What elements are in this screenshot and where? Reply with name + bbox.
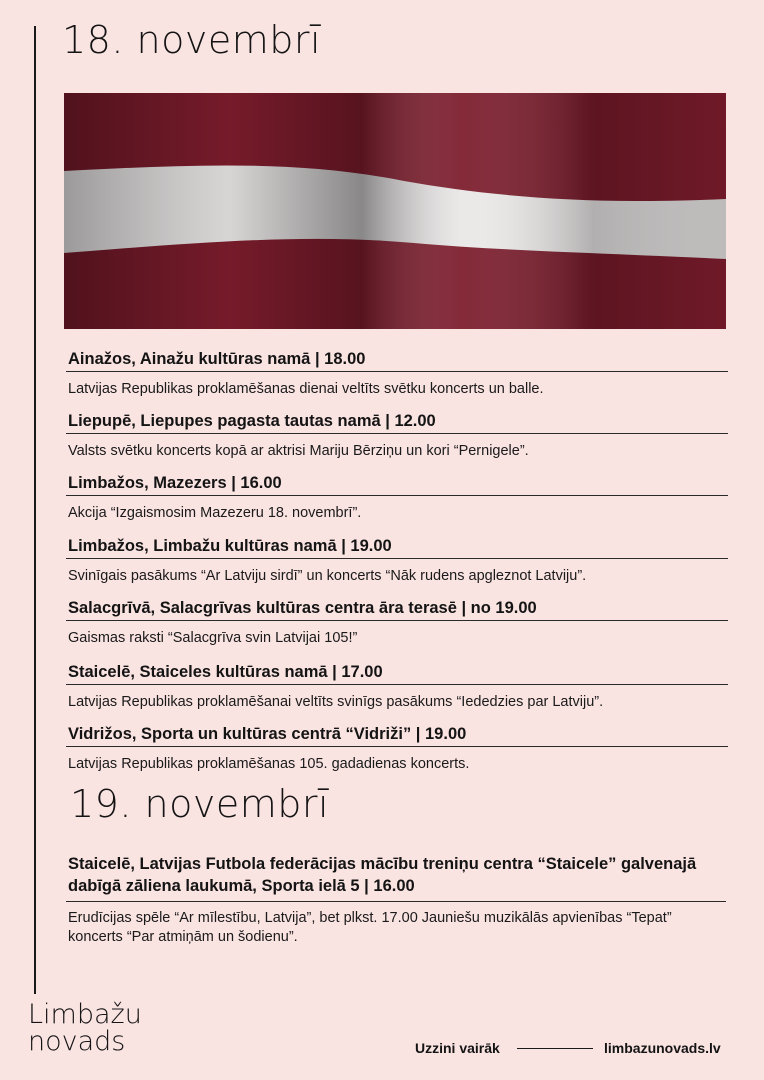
event-limbazi-mazezers (66, 474, 728, 521)
event-title: Staicelē, Latvijas Futbola federācijas mācību treniņu centra “Staicele” galvenajā dabīgā zāliena laukumā, Sporta ielā 5 | 16.00 (66, 853, 726, 902)
logo-line-2: novads (28, 1026, 126, 1057)
event-limbazi-kulturas-nams (66, 537, 728, 584)
event-liepupe (66, 412, 728, 459)
limbazu-novads-logo (28, 1001, 142, 1055)
event-staicele-futbols (66, 853, 726, 947)
event-title: Salacgrīvā, Salacgrīvas kultūras centra āra terasē | no 19.00 (66, 599, 728, 621)
event-salacgriva (66, 599, 728, 646)
event-desc: Svinīgais pasākums “Ar Latviju sirdī” un koncerts “Nāk rudens apgleznot Latviju”. (68, 568, 587, 584)
footer-cta: Uzzini vairāk (415, 1040, 500, 1056)
event-desc: Latvijas Republikas proklamēšanas dienai veltīts svētku koncerts un balle. (68, 381, 544, 397)
event-desc: Gaismas raksti “Salacgrīva svin Latvijai 105!” (68, 630, 358, 646)
event-title: Limbažos, Limbažu kultūras namā | 19.00 (66, 537, 728, 559)
event-title: Staicelē, Staiceles kultūras namā | 17.00 (66, 663, 728, 685)
website-link[interactable]: limbazunovads.lv (604, 1040, 721, 1056)
logo-line-1: Limbažu (28, 999, 142, 1030)
date-heading-nov-19: 19. novembrī (70, 782, 330, 826)
date-heading-nov-18: 18. novembrī (62, 18, 322, 62)
event-desc: Valsts svētku koncerts kopā ar aktrisi Mariju Bērziņu un kori “Pernigele”. (68, 443, 529, 459)
event-ainazi (66, 350, 728, 397)
event-title: Vidrižos, Sporta un kultūras centrā “Vidriži” | 19.00 (66, 725, 728, 747)
latvian-flag-image (64, 93, 726, 329)
event-desc: Latvijas Republikas proklamēšanas 105. gadadienas koncerts. (68, 756, 470, 772)
event-title: Liepupē, Liepupes pagasta tautas namā | 12.00 (66, 412, 728, 434)
vertical-rule (34, 26, 36, 994)
event-title: Limbažos, Mazezers | 16.00 (66, 474, 728, 496)
event-title: Ainažos, Ainažu kultūras namā | 18.00 (66, 350, 728, 372)
event-desc: Latvijas Republikas proklamēšanai veltīts svinīgs pasākums “Iededzies par Latviju”. (68, 694, 604, 710)
event-desc: Akcija “Izgaismosim Mazezeru 18. novembrī”. (68, 505, 362, 521)
footer-divider (517, 1048, 593, 1049)
event-desc: Erudīcijas spēle “Ar mīlestību, Latvija”, bet plkst. 17.00 Jauniešu muzikālās apvienības “Tepat” koncerts “Par atmiņām un šodienu”. (68, 910, 672, 945)
event-vidrizi (66, 725, 728, 772)
event-staicele (66, 663, 728, 710)
